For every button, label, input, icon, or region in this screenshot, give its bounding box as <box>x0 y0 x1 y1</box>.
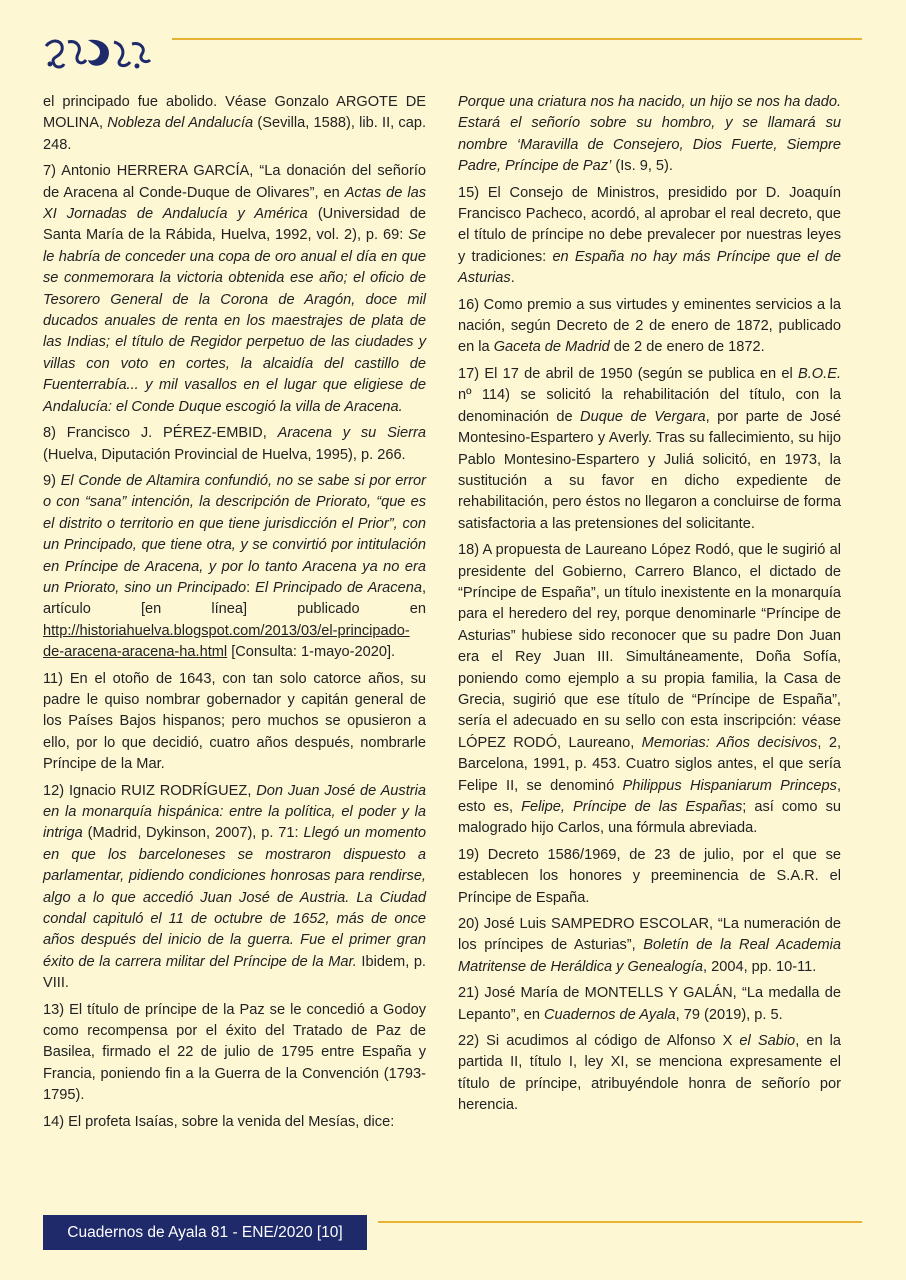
header-rule <box>172 38 862 40</box>
right-column <box>458 92 841 1122</box>
note-6-continued: el principado fue abolido. Véase Gonzalo ARGOTE DE MOLINA, Nobleza del Andalucía (Sevilla, 1588), lib. II, cap. 248. <box>43 94 427 153</box>
left-column <box>43 92 426 1138</box>
note-17: 17) El 17 de abril de 1950 (según se publica en el B.O.E. nº 114) se solicitó la rehabilitación del título, con la denominación de Duque de Vergara, por parte de José Montesino-Espartero y Averly. Tras su fallecimiento, su hijo Pablo Montesino-Espartero y Juliá solicitó, en 1973, la sustitución a su favor en dicho expediente de rehabilitación, pero éstos no llegaron a concluirse de forma satisfactoria a las pretensiones del solicitante. <box>458 365 841 532</box>
note-14: 14) El profeta Isaías, sobre la venida del Mesías, dice: <box>43 1113 395 1130</box>
note-8: 8) Francisco J. PÉREZ-EMBID, Aracena y su Sierra (Huelva, Diputación Provincial de Huelva, 1995), p. 266. <box>43 425 426 463</box>
note-21: 21) José María de MONTELLS Y GALÁN, “La medalla de Lepanto”, en Cuadernos de Ayala, 79 (2019), p. 5. <box>458 985 841 1023</box>
note-19: 19) Decreto 1586/1969, de 23 de julio, por el que se establecen los honores y preeminencia de S.A.R. el Príncipe de España. <box>458 846 841 906</box>
ayala-logo-icon <box>42 34 152 74</box>
note-18: 18) A propuesta de Laureano López Rodó, que le sugirió al presidente del Gobierno, Carrero Blanco, el dictado de “Príncipe de España”, un título inexistente en la monarquía para el heredero del rey, porque denominarle “Príncipe de Asturias” hubiese sido reconocer que su padre Don Juan era el Rey Juan III. Simultáneamente, Doña Sofía, poniendo como ejemplo a su propia familia, la Casa de Grecia, sugirió que ese título de “Príncipe de España”, sería el adecuado en su sello con esta inscripción: véase LÓPEZ RODÓ, Laureano, Memorias: Años decisivos, 2, Barcelona, 1991, p. 453. Cuatro siglos antes, el que sería Felipe II, se denominó Philippus Hispaniarum Princeps, esto es, Felipe, Príncipe de las Españas; así como su malogrado hijo Carlos, una fórmula abreviada. <box>458 542 841 837</box>
footer-rule <box>378 1221 862 1223</box>
note-20: 20) José Luis SAMPEDRO ESCOLAR, “La numeración de los príncipes de Asturias”, Boletín de la Real Academia Matritense de Heráldica y Genealogía, 2004, pp. 10-11. <box>458 916 841 975</box>
note-13: 13) El título de príncipe de la Paz se le concedió a Godoy como recompensa por el éxito del Tratado de Paz de Basilea, firmado el 22 de julio de 1795 entre España y Francia, poniendo fin a la Guerra de la Convención (1793-1795). <box>43 1001 426 1104</box>
note-22: 22) Si acudimos al código de Alfonso X el Sabio, en la partida II, título I, ley XI, se menciona expresamente el título de príncipe, atribuyéndole honra de señorío por herencia. <box>458 1033 841 1114</box>
note-12: 12) Ignacio RUIZ RODRÍGUEZ, Don Juan José de Austria en la monarquía hispánica: entre la política, el poder y la intriga (Madrid, Dykinson, 2007), p. 71: Llegó un momento en que los barceloneses se mostraron dispuesto a parlamentar, pidiendo condiciones honrosas para rendirse, algo a lo que accedió Juan José de Austria. La Ciudad condal capituló el 11 de octubre de 1652, más de once años después del inicio de la guerra. Fue el primer gran éxito de la carrera militar del Príncipe de la Mar. Ibidem, p. VIII. <box>43 782 427 992</box>
note-9: 9) El Conde de Altamira confundió, no se sabe si por error o con “sana” intención, la descripción de Priorato, “que es el distrito o territorio en que tiene jurisdicción el Prior”, con un Principado, que tiene otra, y se convirtió por intitulación en Príncipe de Aracena, y por lo tanto Aracena ya no era un Priorato, sino un Principado: El Principado de Aracena, artículo [en línea] publicado en http://historiahuelva.blogspot.com/2013/03/el-principado-de-aracena-aracena-ha.html [Consulta: 1-mayo-2020]. <box>43 472 427 661</box>
note-15: 15) El Consejo de Ministros, presidido por D. Joaquín Francisco Pacheco, acordó, al aprobar el real decreto, que el título de príncipe no debe prevalecer por nuestras leyes y tradiciones: en España no hay más Príncipe que el de Asturias. <box>458 184 841 287</box>
note-7: 7) Antonio HERRERA GARCÍA, “La donación del señorío de Aracena al Conde-Duque de Olivares”, en Actas de las XI Jornadas de Andalucía y América (Universidad de Santa María de la Rábida, Huelva, 1992, vol. 2), p. 69: Se le habría de conceder una copa de oro anual el día en que se conmemorara la victoria obtenida ese año; el oficio de Tesorero General de la Corona de Aragón, doce mil ducados anuales de renta en los maestrajes de plata de las Indias; el título de Regidor perpetuo de las ciudades y villas con voto en cortes, la alcaidía del castillo de Fuenterrabía... y mil vasallos en el lugar que eligiese de Andalucía: el Conde Duque escogió la villa de Aracena. <box>43 163 427 415</box>
footer-page-label: Cuadernos de Ayala 81 - ENE/2020 [10] <box>43 1215 367 1250</box>
historiahuelva-link[interactable]: http://historiahuelva.blogspot.com/2013/03/el-principado-de-aracena-aracena-ha.html <box>43 622 410 661</box>
note-11: 11) En el otoño de 1643, con tan solo catorce años, su padre le quiso nombrar gobernador y capitán general de los Países Bajos hispanos; pero muchos se opusieron a ello, por lo que decidió, cuatro años después, nombrarle Príncipe de la Mar. <box>43 670 426 773</box>
note-16: 16) Como premio a sus virtudes y eminentes servicios a la nación, según Decreto de 2 de enero de 1872, publicado en la Gaceta de Madrid de 2 de enero de 1872. <box>458 296 841 356</box>
note-14-continued: Porque una criatura nos ha nacido, un hijo se nos ha dado. Estará el señorío sobre su hombro, y se llamará su nombre ‘Maravilla de Consejero, Dios Fuerte, Siempre Padre, Príncipe de Paz’ (Is. 9, 5). <box>458 94 841 175</box>
